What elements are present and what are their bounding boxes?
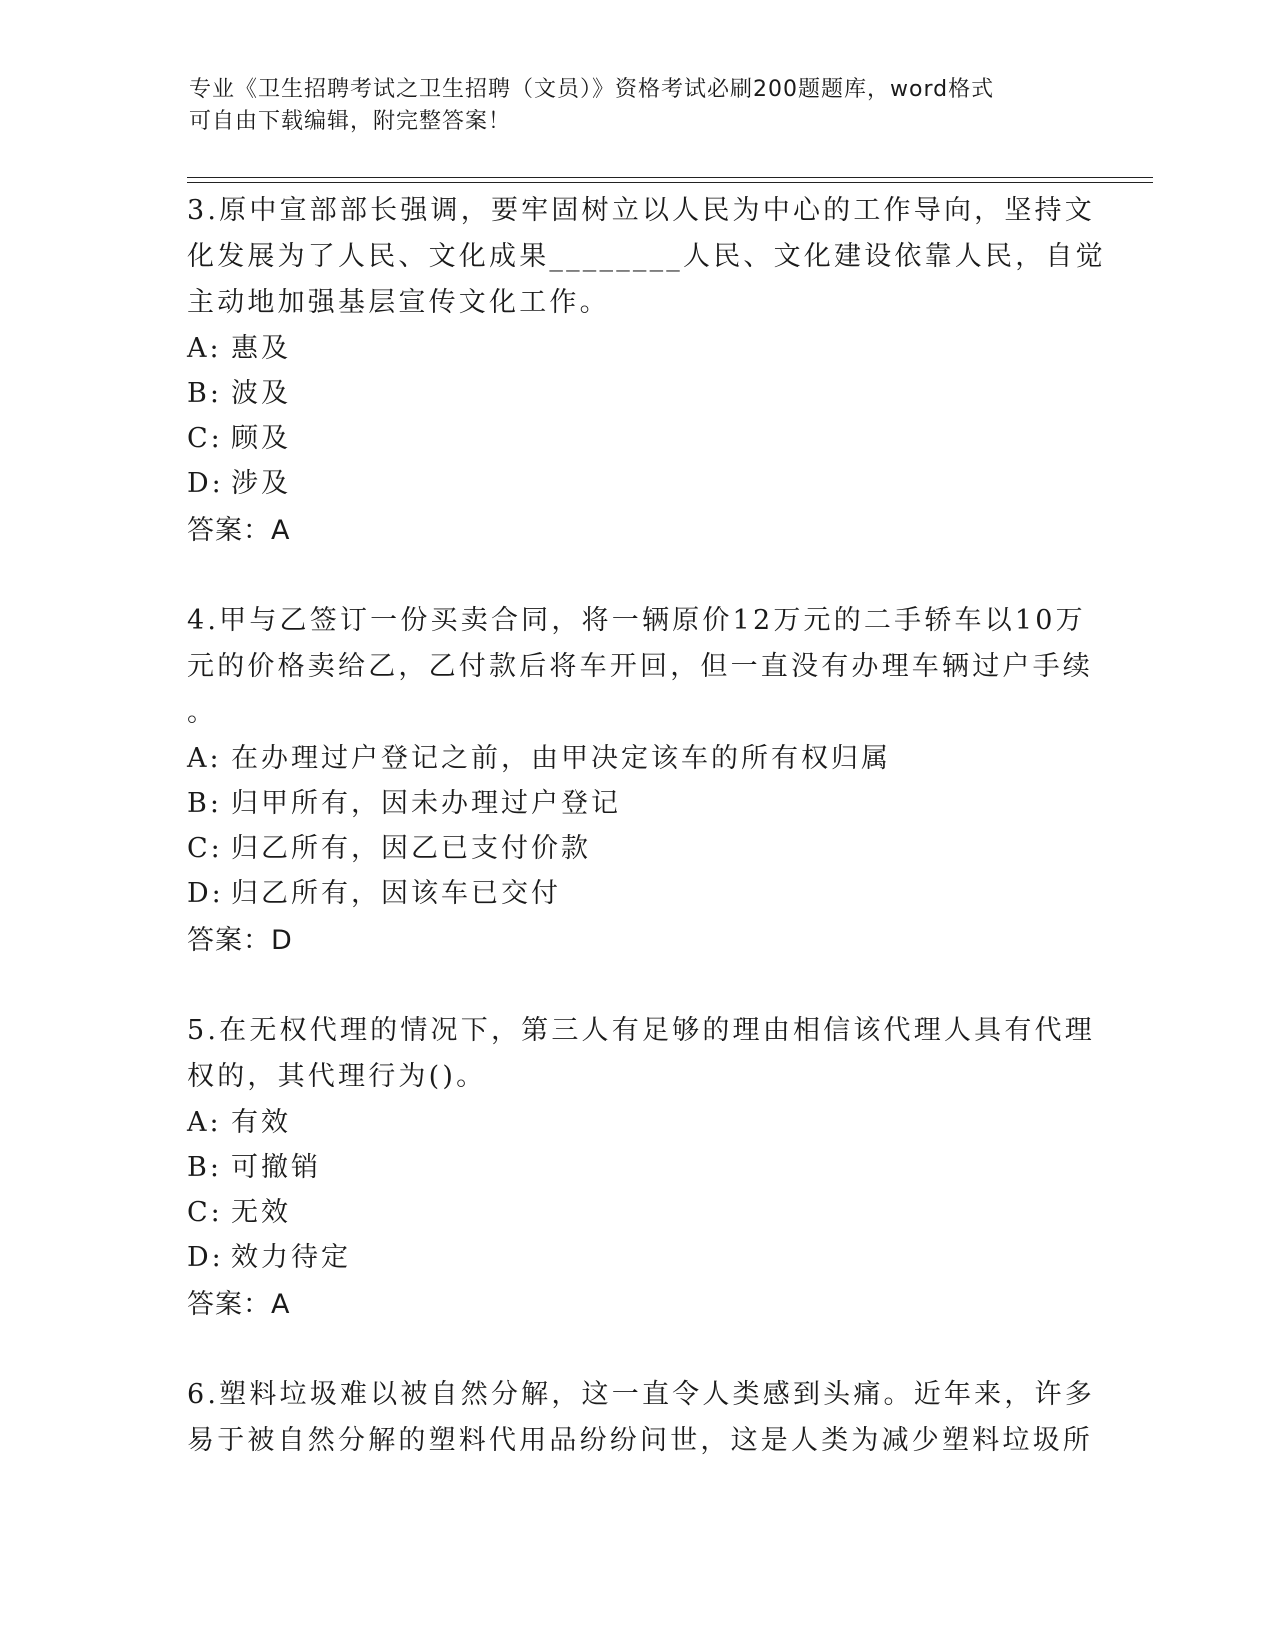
question-text-line: 化发展为了人民、文化成果________人民、文化建设依靠人民，自觉 <box>187 241 1106 272</box>
option-key: C: <box>187 423 223 454</box>
option-text: 顾及 <box>231 423 291 454</box>
option-key: A: <box>187 333 222 364</box>
option-text: 有效 <box>231 1107 291 1138</box>
option-key: D: <box>187 878 224 909</box>
header-line-2: 可自由下载编辑，附完整答案！ <box>189 109 512 134</box>
option-d <box>187 871 1067 916</box>
option-key: B: <box>187 1152 222 1183</box>
option-text: 波及 <box>231 378 291 409</box>
document-header <box>189 74 1069 138</box>
option-d <box>187 1235 1067 1280</box>
question-text-line: 6.塑料垃圾难以被自然分解，这一直令人类感到头痛。近年来，许多 <box>187 1379 1095 1410</box>
option-c <box>187 1190 1067 1235</box>
header-divider-top <box>187 177 1153 178</box>
option-b <box>187 371 1067 416</box>
question-list <box>187 188 1106 1509</box>
answer-line: 答案：A <box>187 1289 291 1320</box>
question-text-line: 主动地加强基层宣传文化工作。 <box>187 287 610 318</box>
question-text-line: 。 <box>187 697 218 728</box>
question-1 <box>187 188 1106 553</box>
question-4 <box>187 1372 1095 1464</box>
option-b <box>187 1145 1067 1190</box>
question-3 <box>187 1008 1095 1327</box>
option-text: 归乙所有，因乙已支付价款 <box>231 833 591 864</box>
option-c <box>187 826 1067 871</box>
option-text: 在办理过户登记之前，由甲决定该车的所有权归属 <box>231 743 891 774</box>
option-a <box>187 1100 1067 1145</box>
option-key: A: <box>187 1107 222 1138</box>
question-text <box>187 1372 1095 1464</box>
question-text <box>187 598 1093 736</box>
option-text: 归乙所有，因该车已交付 <box>231 878 561 909</box>
question-text-line: 4.甲与乙签订一份买卖合同，将一辆原价12万元的二手轿车以10万 <box>187 605 1086 636</box>
option-a <box>187 736 1067 781</box>
question-text-line: 5.在无权代理的情况下，第三人有足够的理由相信该代理人具有代理 <box>187 1015 1095 1046</box>
option-key: B: <box>187 378 222 409</box>
option-key: D: <box>187 1242 224 1273</box>
option-text: 归甲所有，因未办理过户登记 <box>231 788 621 819</box>
question-text <box>187 188 1106 326</box>
option-text: 效力待定 <box>231 1242 351 1273</box>
option-key: A: <box>187 743 222 774</box>
header-line-1: 专业《卫生招聘考试之卫生招聘（文员）》资格考试必刷200题题库，word格式 <box>189 77 995 102</box>
option-key: B: <box>187 788 222 819</box>
option-d <box>187 461 1067 506</box>
answer-line: 答案：A <box>187 515 291 546</box>
option-a <box>187 326 1067 371</box>
question-text-line: 易于被自然分解的塑料代用品纷纷问世，这是人类为减少塑料垃圾所 <box>187 1425 1093 1456</box>
option-key: D: <box>187 468 224 499</box>
option-text: 无效 <box>231 1197 291 1228</box>
question-text-line: 权的，其代理行为()。 <box>187 1061 487 1092</box>
answer-line: 答案：D <box>187 925 293 956</box>
option-c <box>187 416 1067 461</box>
option-text: 惠及 <box>231 333 291 364</box>
question-2 <box>187 598 1093 963</box>
option-b <box>187 781 1067 826</box>
question-text-line: 元的价格卖给乙，乙付款后将车开回，但一直没有办理车辆过户手续 <box>187 651 1093 682</box>
option-text: 涉及 <box>231 468 291 499</box>
question-text <box>187 1008 1095 1100</box>
header-divider-bottom <box>187 182 1153 183</box>
question-text-line: 3.原中宣部部长强调，要牢固树立以人民为中心的工作导向，坚持文 <box>187 195 1095 226</box>
option-key: C: <box>187 833 223 864</box>
option-key: C: <box>187 1197 223 1228</box>
option-text: 可撤销 <box>231 1152 321 1183</box>
